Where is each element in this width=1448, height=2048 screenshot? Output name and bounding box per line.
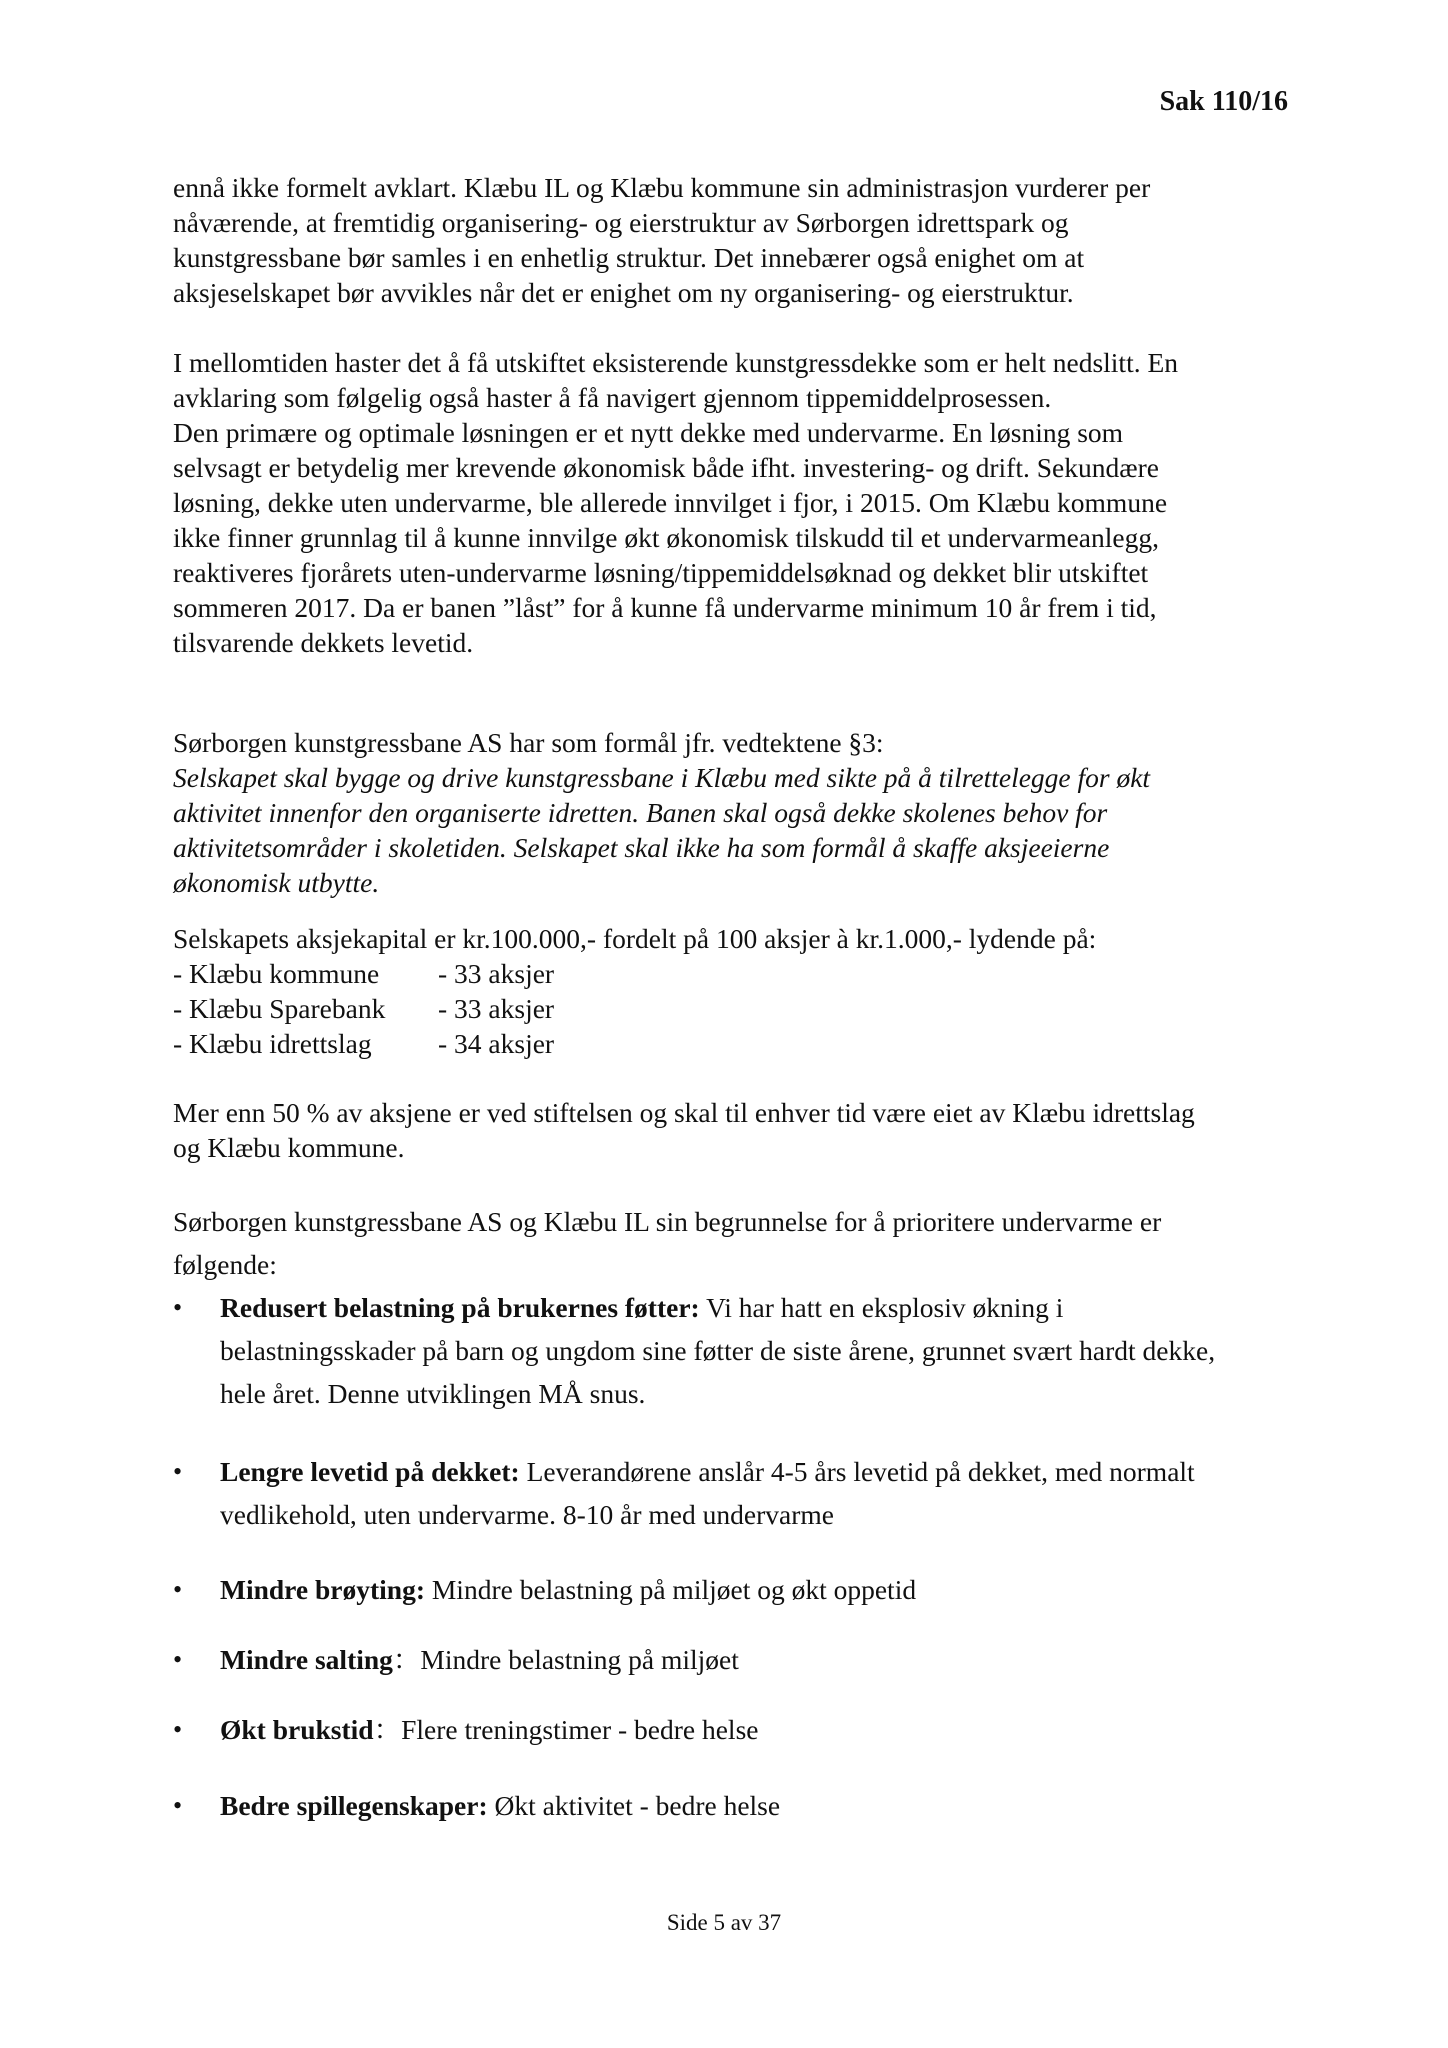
reason-text: Vi har hatt en eksplosiv økning i: [699, 1292, 1064, 1323]
reason-title: Lengre levetid på dekket:: [220, 1456, 520, 1487]
reason-item: [173, 1784, 1303, 1827]
text-line: aksjeselskapet bør avvikles når det er enighet om ny organisering- og eierstruktur.: [173, 277, 1074, 308]
reason-item: [173, 1708, 1303, 1751]
paragraph-organisation: [173, 170, 1293, 310]
reason-item: [173, 1286, 1303, 1415]
shareholder-name: - Klæbu idrettslag: [173, 1028, 372, 1059]
shareholder-list: [173, 956, 554, 1061]
paragraph-interim: [173, 345, 1293, 660]
text-line: følgende:: [173, 1249, 277, 1280]
text-line: selvsagt er betydelig mer krevende økonomisk både ifht. investering- og drift. Sekundære: [173, 452, 1159, 483]
text-line: nåværende, at fremtidig organisering- og eierstruktur av Sørborgen idrettspark og: [173, 207, 1069, 238]
text-line: kunstgressbane bør samles i en enhetlig struktur. Det innebærer også enighet om at: [173, 242, 1085, 273]
reason-text: vedlikehold, uten undervarme. 8-10 år med undervarme: [220, 1499, 834, 1530]
reason-text: hele året. Denne utviklingen MÅ snus.: [220, 1378, 646, 1409]
text-line: og Klæbu kommune.: [173, 1132, 405, 1163]
statutes-intro: Sørborgen kunstgressbane AS har som formål jfr. vedtektene §3:: [173, 727, 884, 758]
reason-item: [173, 1638, 1303, 1681]
text-line: ikke finner grunnlag til å kunne innvilge økt økonomisk tilskudd til et undervarmeanlegg,: [173, 522, 1159, 553]
reason-text: belastningsskader på barn og ungdom sine føtter de siste årene, grunnet svært hardt dekke,: [220, 1335, 1216, 1366]
case-reference: Sak 110/16: [1159, 86, 1288, 117]
shareholder-shares: - 34 aksjer: [438, 1028, 555, 1059]
reason-title: Økt brukstid: [220, 1714, 374, 1745]
reason-item: [173, 1450, 1303, 1536]
shareholder-shares: - 33 aksjer: [438, 958, 555, 989]
reason-title: Mindre brøyting:: [220, 1574, 425, 1605]
text-line: tilsvarende dekkets levetid.: [173, 627, 474, 658]
reason-text: ：Flere treningstimer - bedre helse: [373, 1714, 759, 1745]
text-line: I mellomtiden haster det å få utskiftet eksisterende kunstgressdekke som er helt nedslitt. En: [173, 347, 1179, 378]
paragraph-justification: [173, 1200, 1303, 1286]
bullet-icon: •: [173, 1293, 183, 1322]
text-line: Sørborgen kunstgressbane AS og Klæbu IL sin begrunnelse for å prioritere undervarme er: [173, 1206, 1162, 1237]
text-line: ennå ikke formelt avklart. Klæbu IL og Klæbu kommune sin administrasjon vurderer per: [173, 172, 1151, 203]
reason-item: [173, 1568, 1303, 1611]
reason-title: Redusert belastning på brukernes føtter:: [220, 1292, 700, 1323]
bullet-icon: •: [173, 1645, 183, 1674]
statutes-quote-line: Selskapet skal bygge og drive kunstgressbane i Klæbu med sikte på å tilrettelegge for økt: [173, 762, 1151, 793]
reason-text: Mindre belastning på miljøet og økt oppetid: [424, 1574, 917, 1605]
bullet-icon: •: [173, 1791, 183, 1820]
reason-text: Økt aktivitet - bedre helse: [487, 1790, 781, 1821]
shareholder-name: - Klæbu Sparebank: [173, 993, 386, 1024]
text-line: avklaring som følgelig også haster å få navigert gjennom tippemiddelprosessen.: [173, 382, 1052, 413]
bullet-icon: •: [173, 1457, 183, 1486]
statutes-quote-line: aktivitetsområder i skoletiden. Selskapet skal ikke ha som formål å skaffe aksjeeierne: [173, 832, 1110, 863]
text-line: løsning, dekke uten undervarme, ble allerede innvilget i fjor, i 2015. Om Klæbu kommune: [173, 487, 1168, 518]
bullet-icon: •: [173, 1575, 183, 1604]
reason-title: Bedre spillegenskaper:: [220, 1790, 488, 1821]
text-line: Den primære og optimale løsningen er et nytt dekke med undervarme. En løsning som: [173, 417, 1124, 448]
paragraph-majority: [173, 1095, 1293, 1165]
shareholder-row: [173, 956, 554, 991]
reason-title: Mindre salting: [220, 1644, 393, 1675]
text-line: reaktiveres fjorårets uten-undervarme løsning/tippemiddelsøknad og dekket blir utskiftet: [173, 557, 1149, 588]
shareholder-name: - Klæbu kommune: [173, 958, 380, 989]
share-capital-intro: [173, 921, 1293, 956]
statutes-quote-line: aktivitet innenfor den organiserte idretten. Banen skal også dekke skolenes behov for: [173, 797, 1108, 828]
reason-text: Leverandørene anslår 4-5 års levetid på dekket, med normalt: [519, 1456, 1195, 1487]
bullet-icon: •: [173, 1715, 183, 1744]
text-line: Mer enn 50 % av aksjene er ved stiftelsen og skal til enhver tid være eiet av Klæbu idrettslag: [173, 1097, 1195, 1128]
statutes-quote-line: økonomisk utbytte.: [173, 867, 380, 898]
paragraph-statutes: [173, 725, 1293, 900]
shareholder-row: [173, 991, 554, 1026]
text-line: sommeren 2017. Da er banen ”låst” for å kunne få undervarme minimum 10 år frem i tid,: [173, 592, 1157, 623]
text-line: Selskapets aksjekapital er kr.100.000,- fordelt på 100 aksjer à kr.1.000,- lydende på:: [173, 923, 1097, 954]
reason-text: ：Mindre belastning på miljøet: [392, 1644, 739, 1675]
page-number: Side 5 av 37: [666, 1910, 782, 1935]
shareholder-shares: - 33 aksjer: [438, 993, 555, 1024]
shareholder-row: [173, 1026, 554, 1061]
